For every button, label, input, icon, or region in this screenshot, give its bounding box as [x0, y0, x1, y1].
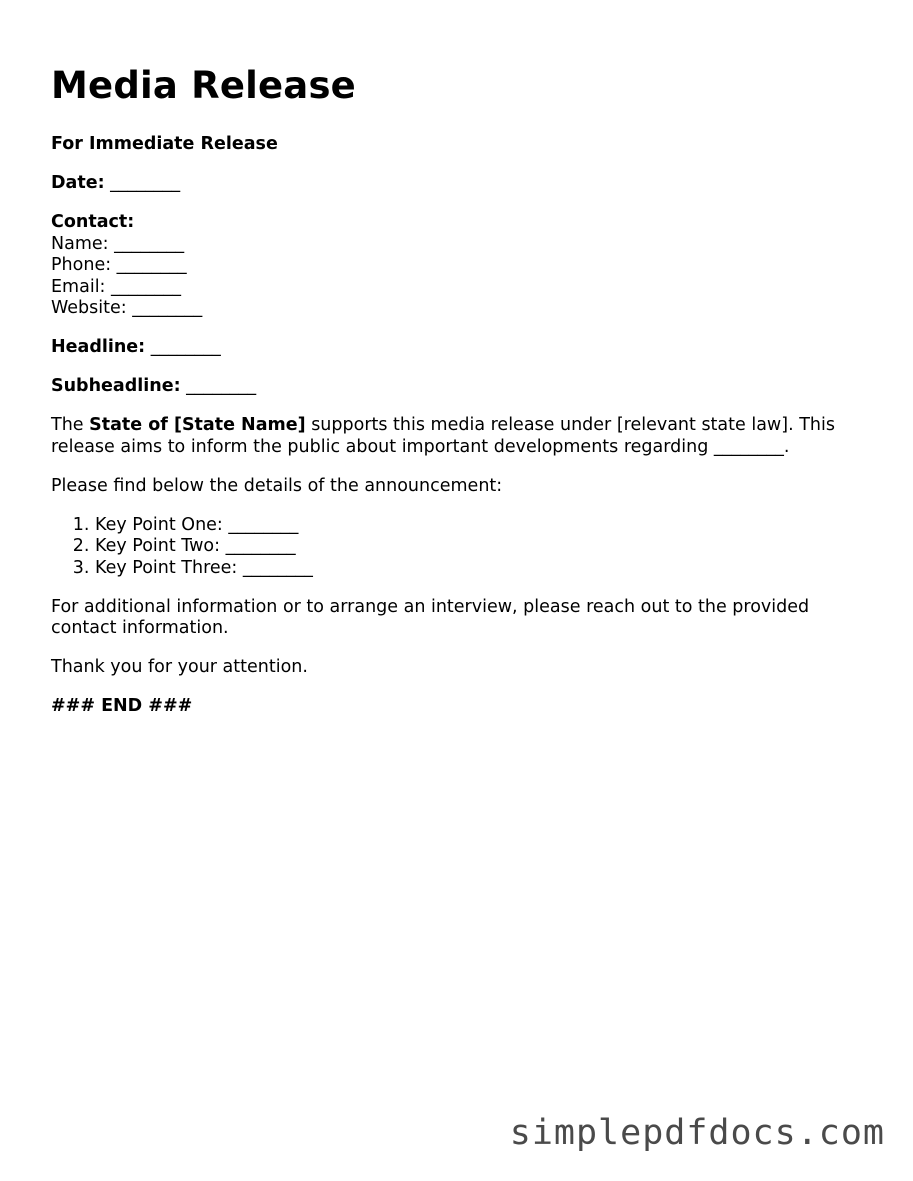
list-item: 2. Key Point Two: ________ [95, 536, 871, 558]
intro-prefix: The [51, 415, 90, 435]
headline-label: Headline: [51, 337, 146, 357]
document-page [51, 62, 871, 735]
contact-website: Website: ________ [51, 298, 203, 318]
thanks-line: Thank you for your attention. [51, 657, 308, 677]
additional-info: For additional information or to arrange an interview, please reach out to the provided contact information. [51, 596, 810, 638]
details-intro: Please find below the details of the announcement: [51, 475, 503, 496]
end-marker: ### END ### [51, 696, 193, 716]
date-value: ________ [110, 173, 181, 193]
date-label: Date: [51, 173, 105, 193]
intro-suffix: supports this media release under [relevant state law]. This release aims to inform the public about important developments regarding ________. [51, 415, 835, 457]
watermark: simplepdfdocs.com [509, 1113, 885, 1153]
contact-email: Email: ________ [51, 276, 182, 297]
subheadline-value: ________ [186, 376, 257, 396]
subheadline-line [51, 376, 871, 398]
release-line: For Immediate Release [51, 134, 278, 154]
headline-value: ________ [150, 337, 221, 357]
intro-paragraph [51, 415, 871, 458]
subheadline-label: Subheadline: [51, 376, 181, 396]
key-points-list [51, 515, 871, 580]
contact-block [51, 212, 871, 320]
list-item: 1. Key Point One: ________ [95, 515, 871, 537]
date-line [51, 173, 871, 195]
contact-heading: Contact: [51, 212, 135, 232]
list-item: 3. Key Point Three: ________ [95, 558, 871, 580]
page-title: Media Release [51, 64, 356, 107]
headline-line [51, 337, 871, 359]
contact-phone: Phone: ________ [51, 255, 187, 275]
contact-name: Name: ________ [51, 233, 185, 254]
state-name: State of [State Name] [89, 415, 306, 435]
